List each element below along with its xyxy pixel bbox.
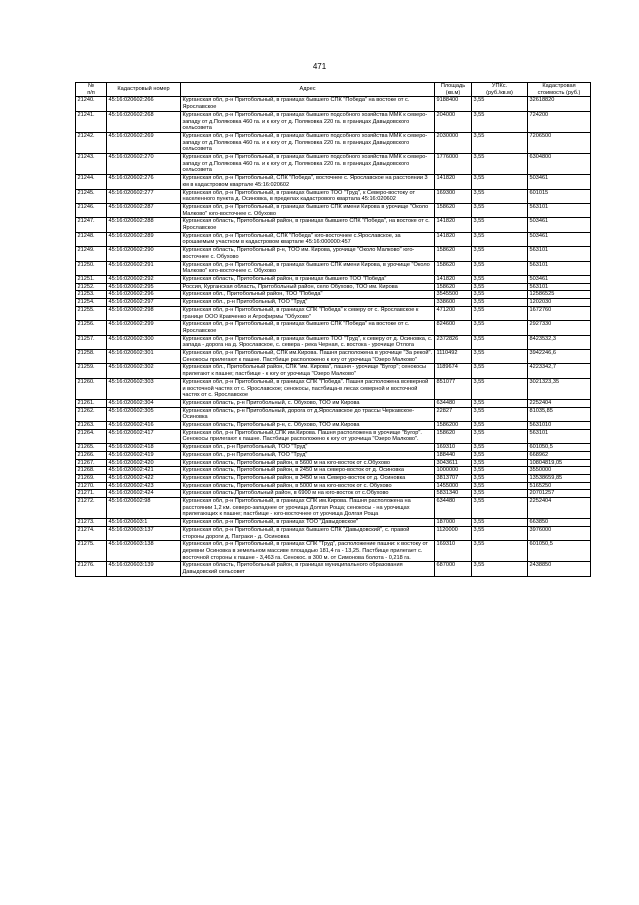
address-cell: Курганская обл, р-н Притобольный, в границах бывшего ТОО "Труд", к Северо-востоку от населенного пункта д. Осиновка, в пределах кадастрового квартала 45:16:020602 [181, 189, 435, 203]
area-cell: 141820 [435, 232, 472, 246]
row-number-cell: 21276. [76, 562, 107, 576]
row-number-cell: 21263. [76, 422, 107, 430]
cadastral-value-cell: 563101 [528, 429, 591, 443]
upks-cell: 3,55 [472, 154, 528, 175]
area-cell: 1776000 [435, 154, 472, 175]
cadastral-value-cell: 3021323,35 [528, 378, 591, 399]
table-row [76, 283, 591, 291]
cadastral-number-cell: 45:16:020602:423 [107, 482, 181, 490]
table-row [76, 97, 591, 111]
address-cell: Курганская обл., Притобольный район, СПК "им. Кирова", пашня - урочище "Бугор"; сенокосы прилегают к пашне; пастбище - к югу от урочища "Озеро Малково" [181, 364, 435, 378]
table-row [76, 218, 591, 232]
upks-cell: 3,55 [472, 451, 528, 459]
upks-cell: 3,55 [472, 562, 528, 576]
address-cell: Курганская обл, р-н Притобольный, в границах бывшего ТОО "Труд", к северу от д. Осиновка, с. запада - дорога на д. Ярославское, с. севера - река Черная, с. востока - урочище Отлога [181, 335, 435, 349]
row-number-cell: 21245. [76, 189, 107, 203]
address-cell: Курганская область, Притобольный р-н, с. Обухово, ТОО им.Кирова [181, 422, 435, 430]
cadastral-number-cell: 45:16:020602:420 [107, 459, 181, 467]
address-cell: Курганская обл., Притобольный район, ТОО "Победа" [181, 291, 435, 299]
table-row [76, 261, 591, 275]
address-cell: Курганская область, Притобольный район, в 2450 м на северо-восток от д. Осиновка [181, 467, 435, 475]
cadastral-number-cell: 45:16:020602:268 [107, 111, 181, 132]
cadastral-number-cell: 45:16:020602:270 [107, 154, 181, 175]
area-cell: 204000 [435, 111, 472, 132]
address-cell: Курганская обл, р-н Притобольный, в границах СПК "Победа" к северу от с. Ярославское к границе ООО Кравченко и Агрофирмы "Обухово" [181, 306, 435, 320]
cadastral-number-cell: 45:16:020602:269 [107, 132, 181, 153]
row-number-cell: 21242. [76, 132, 107, 153]
upks-cell: 3,55 [472, 97, 528, 111]
address-cell: Курганская обл, р-н Притобольный, СПК "Победа", восточнее с. Ярославское на расстоянии 3 км в кадастровом квартале 45:16:020602 [181, 175, 435, 189]
table-row [76, 526, 591, 540]
table-row [76, 299, 591, 307]
upks-cell: 3,55 [472, 429, 528, 443]
page-number: 471 [312, 62, 327, 71]
table-row [76, 154, 591, 175]
cadastral-number-cell: 45:16:020602:297 [107, 299, 181, 307]
table-row [76, 189, 591, 203]
cadastral-value-cell: 503461 [528, 232, 591, 246]
area-cell: 169300 [435, 189, 472, 203]
cadastral-number-cell: 45:16:020602:292 [107, 275, 181, 283]
address-cell: Курганская обл., р-н Притобольный, ТОО "Труд" [181, 444, 435, 452]
table-row [76, 335, 591, 349]
area-cell: 187000 [435, 519, 472, 527]
upks-cell: 3,55 [472, 218, 528, 232]
cadastral-number-cell: 45:16:020602:304 [107, 399, 181, 407]
header-number: № п/п [76, 83, 107, 97]
address-cell: Курганская область, Притобольный район, в границах бывшего СПК "Победа", на востоке от с. Ярославское [181, 218, 435, 232]
cadastral-value-cell: 503461 [528, 275, 591, 283]
table-row [76, 498, 591, 519]
table-row [76, 407, 591, 421]
row-number-cell: 21265. [76, 444, 107, 452]
cadastral-number-cell: 45:16:020602:424 [107, 490, 181, 498]
row-number-cell: 21240. [76, 97, 107, 111]
table-row [76, 562, 591, 576]
address-cell: Курганская область, Притобольный район, в границах муниципального образования Давыдовский сельсовет [181, 562, 435, 576]
upks-cell: 3,55 [472, 467, 528, 475]
upks-cell: 3,55 [472, 283, 528, 291]
cadastral-number-cell: 45:16:020602:300 [107, 335, 181, 349]
table-row [76, 175, 591, 189]
header-cadastral-number: Кадастровый номер [107, 83, 181, 97]
cadastral-value-cell: 20701257 [528, 490, 591, 498]
table-row [76, 306, 591, 320]
area-cell: 851077 [435, 378, 472, 399]
cadastral-value-cell: 2252404 [528, 498, 591, 519]
row-number-cell: 21262. [76, 407, 107, 421]
cadastral-value-cell: 601015 [528, 189, 591, 203]
upks-cell: 3,55 [472, 111, 528, 132]
upks-cell: 3,55 [472, 378, 528, 399]
area-cell: 1000000 [435, 467, 472, 475]
cadastral-value-cell: 8423532,3 [528, 335, 591, 349]
row-number-cell: 21256. [76, 321, 107, 335]
upks-cell: 3,55 [472, 291, 528, 299]
area-cell: 1455000 [435, 482, 472, 490]
table-row [76, 399, 591, 407]
cadastral-value-cell: 503461 [528, 175, 591, 189]
upks-cell: 3,55 [472, 175, 528, 189]
cadastral-number-cell: 45:16:020602:289 [107, 232, 181, 246]
cadastral-value-cell: 2252404 [528, 399, 591, 407]
area-cell: 3813707 [435, 474, 472, 482]
row-number-cell: 21275. [76, 541, 107, 562]
area-cell: 141820 [435, 218, 472, 232]
upks-cell: 3,55 [472, 482, 528, 490]
area-cell: 5831340 [435, 490, 472, 498]
table-row [76, 429, 591, 443]
row-number-cell: 21241. [76, 111, 107, 132]
cadastral-value-cell: 4223342,7 [528, 364, 591, 378]
cadastral-number-cell: 45:16:020602:305 [107, 407, 181, 421]
address-cell: Курганская обл, р-н Притобольный, в границах бывшего СПК имени Кирова, в урочище "Около Малково" юго-восточнее с. Обухово [181, 261, 435, 275]
row-number-cell: 21260. [76, 378, 107, 399]
header-upks: УПКс. (руб./кв.м) [472, 83, 528, 97]
table-row [76, 444, 591, 452]
row-number-cell: 21269. [76, 474, 107, 482]
cadastral-number-cell: 45:16:020602:302 [107, 364, 181, 378]
cadastral-value-cell: 13538659,85 [528, 474, 591, 482]
cadastral-number-cell: 45:16:020602:277 [107, 189, 181, 203]
upks-cell: 3,55 [472, 232, 528, 246]
upks-cell: 3,55 [472, 519, 528, 527]
cadastral-number-cell: 45:16:020602:303 [107, 378, 181, 399]
table-header-row [76, 83, 591, 97]
upks-cell: 3,55 [472, 299, 528, 307]
cadastral-number-cell: 45:16:020602:418 [107, 444, 181, 452]
cadastral-number-cell: 45:16:020602:416 [107, 422, 181, 430]
address-cell: Курганская обл, р-н Притобольный,СПК им.Кирова. Пашня расположена в урочище "Бугор". Сенокосы прилегают к пашне. Пастбище расположено к югу от урочища "Озеро Малково". [181, 429, 435, 443]
address-cell: Курганская область,Притобольный район, в 6900 м на юго-восток от с.Обухово [181, 490, 435, 498]
upks-cell: 3,55 [472, 306, 528, 320]
upks-cell: 3,55 [472, 498, 528, 519]
cadastral-value-cell: 3550000 [528, 467, 591, 475]
cadastral-value-cell: 2927330 [528, 321, 591, 335]
table-row [76, 203, 591, 217]
address-cell: Курганская область, Притобольный р-н, ТОО им. Кирова, урочище "Около Малково" юго-восточнее с. Обухово [181, 247, 435, 261]
cadastral-value-cell: 503461 [528, 218, 591, 232]
upks-cell: 3,55 [472, 350, 528, 364]
upks-cell: 3,55 [472, 422, 528, 430]
address-cell: Курганская обл., р-н Притобольный, ТОО "Труд" [181, 451, 435, 459]
cadastral-number-cell: 45:16:020603:139 [107, 562, 181, 576]
table-row [76, 474, 591, 482]
table-row [76, 451, 591, 459]
area-cell: 687000 [435, 562, 472, 576]
row-number-cell: 21268. [76, 467, 107, 475]
cadastral-number-cell: 45:16:020602:421 [107, 467, 181, 475]
row-number-cell: 21246. [76, 203, 107, 217]
cadastral-number-cell: 45:16:020603:138 [107, 541, 181, 562]
header-cadastral-value: Кадастровая стоимость (руб.) [528, 83, 591, 97]
row-number-cell: 21264. [76, 429, 107, 443]
area-cell: 169310 [435, 541, 472, 562]
row-number-cell: 21267. [76, 459, 107, 467]
cadastral-value-cell: 724200 [528, 111, 591, 132]
upks-cell: 3,55 [472, 526, 528, 540]
cadastral-value-cell: 601050,5 [528, 541, 591, 562]
table-row [76, 378, 591, 399]
cadastral-value-cell: 601050,5 [528, 444, 591, 452]
row-number-cell: 21254. [76, 299, 107, 307]
table-row [76, 275, 591, 283]
cadastral-value-cell: 563101 [528, 247, 591, 261]
row-number-cell: 21248. [76, 232, 107, 246]
cadastral-number-cell: 45:16:020602:266 [107, 97, 181, 111]
cadastral-value-cell: 5631010 [528, 422, 591, 430]
cadastral-number-cell: 45:16:020602:290 [107, 247, 181, 261]
cadastral-number-cell: 45:16:020603:1 [107, 519, 181, 527]
cadastral-number-cell: 45:16:020603:137 [107, 526, 181, 540]
address-cell: Курганская обл, р-н Притобольный, в границах бывшего СПК "Победа" на востоке от с. Ярославское [181, 97, 435, 111]
area-cell: 634480 [435, 399, 472, 407]
cadastral-value-cell: 563101 [528, 261, 591, 275]
address-cell: Курганская обл, р-н Притобольный, в границах бывшего подсобного хозяйства ММК к северо-западу от д.Поляковка 460 га. и к югу от д. Поляковка 220 га. в границах Давыдовского сельсовета [181, 111, 435, 132]
table-row [76, 422, 591, 430]
row-number-cell: 21257. [76, 335, 107, 349]
area-cell: 158620 [435, 203, 472, 217]
cadastral-value-cell: 81035,85 [528, 407, 591, 421]
row-number-cell: 21261. [76, 399, 107, 407]
area-cell: 169310 [435, 444, 472, 452]
cadastral-value-cell: 668962 [528, 451, 591, 459]
table-row [76, 541, 591, 562]
upks-cell: 3,55 [472, 203, 528, 217]
address-cell: Россия, Курганская область, Притобольный район, село Обухово, ТОО им. Кирова [181, 283, 435, 291]
upks-cell: 3,55 [472, 261, 528, 275]
area-cell: 3545500 [435, 291, 472, 299]
area-cell: 1120000 [435, 526, 472, 540]
cadastral-value-cell: 3942246,6 [528, 350, 591, 364]
cadastral-value-cell: 7206500 [528, 132, 591, 153]
upks-cell: 3,55 [472, 444, 528, 452]
table-row [76, 490, 591, 498]
header-address: Адрес [181, 83, 435, 97]
area-cell: 1110492 [435, 350, 472, 364]
cadastral-value-cell: 1672760 [528, 306, 591, 320]
cadastral-number-cell: 45:16:020602:417 [107, 429, 181, 443]
table-row [76, 132, 591, 153]
cadastral-value-cell: 663850 [528, 519, 591, 527]
upks-cell: 3,55 [472, 399, 528, 407]
area-cell: 1586200 [435, 422, 472, 430]
row-number-cell: 21247. [76, 218, 107, 232]
table-row [76, 364, 591, 378]
address-cell: Курганская обл, р-н Притобольный, СПК "Победа" юго-восточнее с.Ярославское, за орошаемым участком в кадастровом квартале 45:16:000000:457 [181, 232, 435, 246]
address-cell: Курганская обл, р-н Притобольный, в границах бывшего СПК "Давыдовский", с. правой стороны дороги д. Патраки - д. Осиновка [181, 526, 435, 540]
cadastral-number-cell: 45:16:020602:288 [107, 218, 181, 232]
area-cell: 22827 [435, 407, 472, 421]
row-number-cell: 21252. [76, 283, 107, 291]
address-cell: Курганская обл, р-н Притобольный, в границах бывшего подсобного хозяйства ММК к северо-западу от д.Поляковка 460 га. и к югу от д. Поляковка 220 га. в границах Давыдовского сельсовета [181, 132, 435, 153]
area-cell: 634480 [435, 498, 472, 519]
address-cell: Курганская область, Притобольный район, в 3450 м на Северо-восток от д. Осиновка [181, 474, 435, 482]
area-cell: 3043611 [435, 459, 472, 467]
table-row [76, 291, 591, 299]
table-row [76, 321, 591, 335]
area-cell: 141820 [435, 175, 472, 189]
row-number-cell: 21251. [76, 275, 107, 283]
row-number-cell: 21243. [76, 154, 107, 175]
cadastral-number-cell: 45:16:020602:298 [107, 306, 181, 320]
area-cell: 338600 [435, 299, 472, 307]
row-number-cell: 21272. [76, 498, 107, 519]
area-cell: 141820 [435, 275, 472, 283]
cadastral-number-cell: 45:16:020602:287 [107, 203, 181, 217]
address-cell: Курганская обл, р-н Притобольный, в границах СПК "Победа". Пашня расположена всеверной и восточной частях от с. Ярославское; сенокосы, пастбища-в лесах северной и восточной частях от с. Ярославское [181, 378, 435, 399]
area-cell: 1189674 [435, 364, 472, 378]
table-row [76, 247, 591, 261]
cadastral-number-cell: 45:16:020602:296 [107, 291, 181, 299]
address-cell: Курганская область, р-н Притобольный, дорога от д.Ярославское до трассы Черкавское-Осиновка [181, 407, 435, 421]
cadastral-value-cell: 563101 [528, 283, 591, 291]
address-cell: Курганская область, Притобольный район, в 5600 м на юго-восток от с.Обухово [181, 459, 435, 467]
cadastral-value-cell: 3976000 [528, 526, 591, 540]
table-row [76, 350, 591, 364]
address-cell: Курганская обл, р-н Притобольный, в границах СПК "Труд", расположение пашни: к востоку от деревни Осиновка в земельном массиве площадью 181,4 га - 13,25. Пастбище прилегает с. восточной стороны к пашне - 3,463 га. Сенокос. в 300 м. от Симонова болота - 0,218 га. [181, 541, 435, 562]
address-cell: Курганская обл., р-н Притобольный, ТОО "Труд" [181, 299, 435, 307]
table-row [76, 111, 591, 132]
address-cell: Курганская область, р-н Притобольный, с. Обухово, ТОО им Кирова [181, 399, 435, 407]
row-number-cell: 21270. [76, 482, 107, 490]
area-cell: 158620 [435, 261, 472, 275]
upks-cell: 3,55 [472, 541, 528, 562]
row-number-cell: 21259. [76, 364, 107, 378]
cadastral-number-cell: 45:16:020602:276 [107, 175, 181, 189]
table-row [76, 519, 591, 527]
row-number-cell: 21258. [76, 350, 107, 364]
upks-cell: 3,55 [472, 247, 528, 261]
cadastral-value-cell: 2438850 [528, 562, 591, 576]
upks-cell: 3,55 [472, 474, 528, 482]
cadastral-value-cell: 32618820 [528, 97, 591, 111]
upks-cell: 3,55 [472, 132, 528, 153]
upks-cell: 3,55 [472, 275, 528, 283]
cadastral-number-cell: 45:16:020602:299 [107, 321, 181, 335]
upks-cell: 3,55 [472, 321, 528, 335]
cadastral-value-cell: 6304800 [528, 154, 591, 175]
cadastral-number-cell: 45:16:020602:422 [107, 474, 181, 482]
area-cell: 2372826 [435, 335, 472, 349]
cadastral-number-cell: 45:16:020602:98 [107, 498, 181, 519]
cadastral-table [75, 82, 591, 577]
address-cell: Курганская область, Притобольный район, в 5000 м на юго-восток от с. Обухово [181, 482, 435, 490]
row-number-cell: 21255. [76, 306, 107, 320]
area-cell: 471200 [435, 306, 472, 320]
cadastral-value-cell: 10804819,05 [528, 459, 591, 467]
cadastral-value-cell: 563101 [528, 203, 591, 217]
address-cell: Курганская обл, р-н Притобольный, в границах бывшего подсобного хозяйства ММК к северо-западу от д.Поляковка 460 га. и к югу от д. Поляковка 220 га. в границах Давыдовского сельсовета [181, 154, 435, 175]
header-area: Площадь (кв.м) [435, 83, 472, 97]
row-number-cell: 21253. [76, 291, 107, 299]
address-cell: Курганская обл, р-н Притобольный, в границах бывшего СПК "Победа" на востоке от с. Ярославское [181, 321, 435, 335]
table-row [76, 459, 591, 467]
cadastral-number-cell: 45:16:020602:291 [107, 261, 181, 275]
upks-cell: 3,55 [472, 459, 528, 467]
row-number-cell: 21273. [76, 519, 107, 527]
area-cell: 158620 [435, 429, 472, 443]
address-cell: Курганская обл, р-н Притобольный, СПК им.Кирова. Пашня расположена в урочище "За рекой". Сенокосы прилегают к пашне. Пастбище расположено к югу от урочища "Озеро Малково" [181, 350, 435, 364]
row-number-cell: 21271. [76, 490, 107, 498]
address-cell: Курганская обл, р-н Притобольный, в границах бывшего СПК имени Кирова в урочище "Около Малково" юго-восточнее с. Обухово [181, 203, 435, 217]
table-row [76, 232, 591, 246]
area-cell: 158620 [435, 247, 472, 261]
area-cell: 158620 [435, 283, 472, 291]
area-cell: 2030000 [435, 132, 472, 153]
cadastral-number-cell: 45:16:020602:419 [107, 451, 181, 459]
row-number-cell: 21244. [76, 175, 107, 189]
upks-cell: 3,55 [472, 189, 528, 203]
row-number-cell: 21250. [76, 261, 107, 275]
address-cell: Курганская обл, р-н Притобольный, в границах ТОО "Давыдовское" [181, 519, 435, 527]
cadastral-number-cell: 45:16:020602:301 [107, 350, 181, 364]
address-cell: Курганская обл, р-н Притобольный, в границах СПК им.Кирова. Пашня расположена на расстоянии 1,2 км. северо-западнее от урочища Долгая Роща; сенокосы - на урочищах прилегающих к пашне; пастбище - юго-восточнее от урочища Долгая Роща [181, 498, 435, 519]
cadastral-value-cell: 12586525 [528, 291, 591, 299]
area-cell: 824600 [435, 321, 472, 335]
cadastral-value-cell: 1202030 [528, 299, 591, 307]
upks-cell: 3,55 [472, 407, 528, 421]
upks-cell: 3,55 [472, 490, 528, 498]
area-cell: 188440 [435, 451, 472, 459]
row-number-cell: 21249. [76, 247, 107, 261]
row-number-cell: 21274. [76, 526, 107, 540]
table-row [76, 482, 591, 490]
table-row [76, 467, 591, 475]
upks-cell: 3,55 [472, 364, 528, 378]
row-number-cell: 21266. [76, 451, 107, 459]
address-cell: Курганская область, Притобольный район, в границах бывшего ТОО "Победа" [181, 275, 435, 283]
upks-cell: 3,55 [472, 335, 528, 349]
cadastral-number-cell: 45:16:020602:295 [107, 283, 181, 291]
cadastral-value-cell: 5165250 [528, 482, 591, 490]
area-cell: 9188400 [435, 97, 472, 111]
